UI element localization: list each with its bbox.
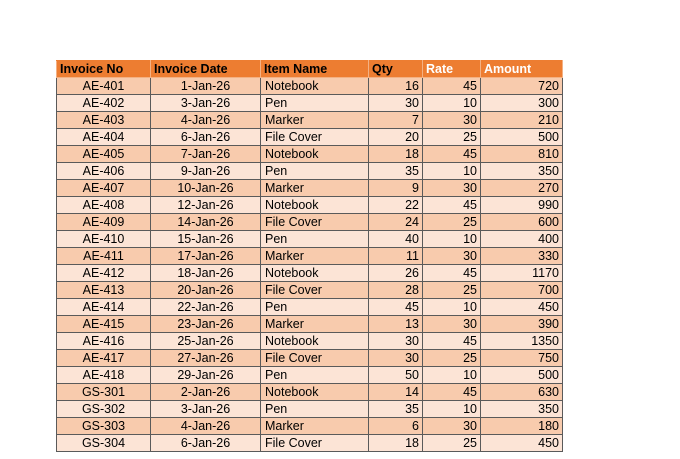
cell-invoice-date[interactable]: 29-Jan-26 <box>151 367 261 384</box>
cell-rate[interactable]: 10 <box>423 95 481 112</box>
cell-invoice-date[interactable]: 3-Jan-26 <box>151 401 261 418</box>
cell-item-name[interactable]: Pen <box>261 401 369 418</box>
table-row <box>57 180 563 197</box>
cell-item-name[interactable]: Pen <box>261 231 369 248</box>
cell-item-name[interactable]: Pen <box>261 367 369 384</box>
header-rate[interactable]: Rate <box>423 61 481 78</box>
cell-qty[interactable]: 40 <box>369 231 423 248</box>
cell-invoice-date[interactable]: 1-Jan-26 <box>151 78 261 95</box>
cell-invoice-date[interactable]: 15-Jan-26 <box>151 231 261 248</box>
table-row <box>57 112 563 129</box>
header-row <box>57 61 563 78</box>
cell-qty[interactable]: 22 <box>369 197 423 214</box>
cell-amount[interactable]: 450 <box>481 435 563 452</box>
table-row <box>57 214 563 231</box>
cell-rate[interactable]: 10 <box>423 401 481 418</box>
cell-invoice-date[interactable]: 12-Jan-26 <box>151 197 261 214</box>
cell-invoice-date[interactable]: 2-Jan-26 <box>151 384 261 401</box>
cell-amount[interactable]: 400 <box>481 231 563 248</box>
cell-rate[interactable]: 10 <box>423 367 481 384</box>
cell-invoice-no[interactable]: AE-410 <box>57 231 151 248</box>
header-invoice-date[interactable]: Invoice Date <box>151 61 261 78</box>
cell-qty[interactable]: 13 <box>369 316 423 333</box>
cell-qty[interactable]: 11 <box>369 248 423 265</box>
table-row <box>57 384 563 401</box>
cell-invoice-date[interactable]: 6-Jan-26 <box>151 435 261 452</box>
cell-qty[interactable]: 45 <box>369 299 423 316</box>
header-invoice-no[interactable]: Invoice No <box>57 61 151 78</box>
cell-invoice-no[interactable]: AE-415 <box>57 316 151 333</box>
cell-rate[interactable]: 30 <box>423 180 481 197</box>
cell-invoice-date[interactable]: 14-Jan-26 <box>151 214 261 231</box>
cell-invoice-date[interactable]: 23-Jan-26 <box>151 316 261 333</box>
cell-amount[interactable]: 350 <box>481 163 563 180</box>
cell-rate[interactable]: 10 <box>423 231 481 248</box>
cell-amount[interactable]: 810 <box>481 146 563 163</box>
cell-amount[interactable]: 630 <box>481 384 563 401</box>
cell-amount[interactable]: 210 <box>481 112 563 129</box>
cell-rate[interactable]: 30 <box>423 316 481 333</box>
cell-qty[interactable]: 16 <box>369 78 423 95</box>
cell-amount[interactable]: 450 <box>481 299 563 316</box>
cell-item-name[interactable]: Marker <box>261 248 369 265</box>
cell-rate[interactable]: 25 <box>423 214 481 231</box>
cell-qty[interactable]: 9 <box>369 180 423 197</box>
cell-item-name[interactable]: File Cover <box>261 214 369 231</box>
cell-item-name[interactable]: Marker <box>261 180 369 197</box>
cell-item-name[interactable]: Notebook <box>261 265 369 282</box>
table-row <box>57 350 563 367</box>
cell-invoice-date[interactable]: 18-Jan-26 <box>151 265 261 282</box>
table-row <box>57 265 563 282</box>
cell-item-name[interactable]: Marker <box>261 316 369 333</box>
cell-invoice-no[interactable]: AE-408 <box>57 197 151 214</box>
table-row <box>57 316 563 333</box>
cell-amount[interactable]: 500 <box>481 367 563 384</box>
cell-amount[interactable]: 270 <box>481 180 563 197</box>
header-amount[interactable]: Amount <box>481 61 563 78</box>
cell-item-name[interactable]: File Cover <box>261 129 369 146</box>
cell-invoice-date[interactable]: 3-Jan-26 <box>151 95 261 112</box>
header-qty[interactable]: Qty <box>369 61 423 78</box>
cell-amount[interactable]: 330 <box>481 248 563 265</box>
cell-invoice-no[interactable]: GS-302 <box>57 401 151 418</box>
cell-amount[interactable]: 350 <box>481 401 563 418</box>
cell-invoice-no[interactable]: AE-411 <box>57 248 151 265</box>
cell-qty[interactable]: 24 <box>369 214 423 231</box>
invoice-table <box>56 60 563 452</box>
cell-qty[interactable]: 30 <box>369 333 423 350</box>
cell-qty[interactable]: 50 <box>369 367 423 384</box>
cell-invoice-no[interactable]: AE-413 <box>57 282 151 299</box>
cell-item-name[interactable]: Marker <box>261 112 369 129</box>
cell-invoice-date[interactable]: 22-Jan-26 <box>151 299 261 316</box>
cell-invoice-no[interactable]: AE-406 <box>57 163 151 180</box>
cell-invoice-date[interactable]: 25-Jan-26 <box>151 333 261 350</box>
cell-rate[interactable]: 45 <box>423 146 481 163</box>
cell-amount[interactable]: 600 <box>481 214 563 231</box>
cell-invoice-date[interactable]: 4-Jan-26 <box>151 112 261 129</box>
cell-amount[interactable]: 700 <box>481 282 563 299</box>
cell-qty[interactable]: 30 <box>369 95 423 112</box>
cell-amount[interactable]: 300 <box>481 95 563 112</box>
cell-item-name[interactable]: File Cover <box>261 435 369 452</box>
cell-rate[interactable]: 45 <box>423 333 481 350</box>
cell-amount[interactable]: 500 <box>481 129 563 146</box>
cell-item-name[interactable]: Notebook <box>261 146 369 163</box>
table-row <box>57 231 563 248</box>
cell-qty[interactable]: 35 <box>369 163 423 180</box>
cell-rate[interactable]: 30 <box>423 112 481 129</box>
cell-invoice-date[interactable]: 20-Jan-26 <box>151 282 261 299</box>
cell-rate[interactable]: 45 <box>423 78 481 95</box>
cell-invoice-date[interactable]: 4-Jan-26 <box>151 418 261 435</box>
table-row <box>57 333 563 350</box>
cell-rate[interactable]: 25 <box>423 350 481 367</box>
table-row <box>57 197 563 214</box>
cell-rate[interactable]: 10 <box>423 163 481 180</box>
cell-rate[interactable]: 45 <box>423 265 481 282</box>
table-row <box>57 282 563 299</box>
table-row <box>57 146 563 163</box>
cell-invoice-date[interactable]: 6-Jan-26 <box>151 129 261 146</box>
cell-qty[interactable]: 18 <box>369 435 423 452</box>
cell-invoice-no[interactable]: AE-404 <box>57 129 151 146</box>
cell-rate[interactable]: 45 <box>423 197 481 214</box>
cell-invoice-no[interactable]: AE-403 <box>57 112 151 129</box>
table-row <box>57 435 563 452</box>
table-row <box>57 78 563 95</box>
cell-qty[interactable]: 18 <box>369 146 423 163</box>
cell-invoice-date[interactable]: 27-Jan-26 <box>151 350 261 367</box>
cell-amount[interactable]: 720 <box>481 78 563 95</box>
cell-amount[interactable]: 1350 <box>481 333 563 350</box>
invoice-sheet <box>56 60 562 452</box>
table-row <box>57 299 563 316</box>
cell-rate[interactable]: 25 <box>423 129 481 146</box>
cell-invoice-date[interactable]: 17-Jan-26 <box>151 248 261 265</box>
cell-rate[interactable]: 30 <box>423 418 481 435</box>
cell-invoice-no[interactable]: AE-407 <box>57 180 151 197</box>
cell-qty[interactable]: 26 <box>369 265 423 282</box>
cell-item-name[interactable]: File Cover <box>261 282 369 299</box>
cell-amount[interactable]: 390 <box>481 316 563 333</box>
cell-invoice-date[interactable]: 10-Jan-26 <box>151 180 261 197</box>
table-row <box>57 418 563 435</box>
cell-invoice-no[interactable]: AE-402 <box>57 95 151 112</box>
cell-invoice-no[interactable]: AE-412 <box>57 265 151 282</box>
cell-amount[interactable]: 1170 <box>481 265 563 282</box>
cell-invoice-no[interactable]: AE-418 <box>57 367 151 384</box>
cell-rate[interactable]: 45 <box>423 384 481 401</box>
cell-item-name[interactable]: Notebook <box>261 78 369 95</box>
cell-qty[interactable]: 35 <box>369 401 423 418</box>
cell-qty[interactable]: 14 <box>369 384 423 401</box>
table-row <box>57 367 563 384</box>
table-row <box>57 129 563 146</box>
cell-qty[interactable]: 20 <box>369 129 423 146</box>
table-row <box>57 95 563 112</box>
cell-invoice-no[interactable]: GS-303 <box>57 418 151 435</box>
cell-amount[interactable]: 990 <box>481 197 563 214</box>
table-row <box>57 248 563 265</box>
cell-item-name[interactable]: Notebook <box>261 197 369 214</box>
cell-item-name[interactable]: Marker <box>261 418 369 435</box>
cell-amount[interactable]: 180 <box>481 418 563 435</box>
cell-item-name[interactable]: Notebook <box>261 384 369 401</box>
cell-invoice-no[interactable]: AE-405 <box>57 146 151 163</box>
table-row <box>57 163 563 180</box>
cell-rate[interactable]: 25 <box>423 282 481 299</box>
cell-qty[interactable]: 7 <box>369 112 423 129</box>
table-row <box>57 401 563 418</box>
cell-item-name[interactable]: Notebook <box>261 333 369 350</box>
cell-rate[interactable]: 30 <box>423 248 481 265</box>
cell-invoice-no[interactable]: AE-409 <box>57 214 151 231</box>
cell-invoice-no[interactable]: AE-414 <box>57 299 151 316</box>
cell-amount[interactable]: 750 <box>481 350 563 367</box>
cell-invoice-date[interactable]: 9-Jan-26 <box>151 163 261 180</box>
cell-invoice-no[interactable]: AE-401 <box>57 78 151 95</box>
cell-qty[interactable]: 6 <box>369 418 423 435</box>
table-body <box>57 78 563 452</box>
cell-qty[interactable]: 30 <box>369 350 423 367</box>
cell-invoice-date[interactable]: 7-Jan-26 <box>151 146 261 163</box>
cell-invoice-no[interactable]: AE-416 <box>57 333 151 350</box>
cell-invoice-no[interactable]: GS-304 <box>57 435 151 452</box>
cell-item-name[interactable]: Pen <box>261 299 369 316</box>
cell-rate[interactable]: 10 <box>423 299 481 316</box>
cell-rate[interactable]: 25 <box>423 435 481 452</box>
cell-qty[interactable]: 28 <box>369 282 423 299</box>
cell-invoice-no[interactable]: GS-301 <box>57 384 151 401</box>
cell-item-name[interactable]: Pen <box>261 95 369 112</box>
cell-item-name[interactable]: Pen <box>261 163 369 180</box>
header-item-name[interactable]: Item Name <box>261 61 369 78</box>
cell-invoice-no[interactable]: AE-417 <box>57 350 151 367</box>
cell-item-name[interactable]: File Cover <box>261 350 369 367</box>
